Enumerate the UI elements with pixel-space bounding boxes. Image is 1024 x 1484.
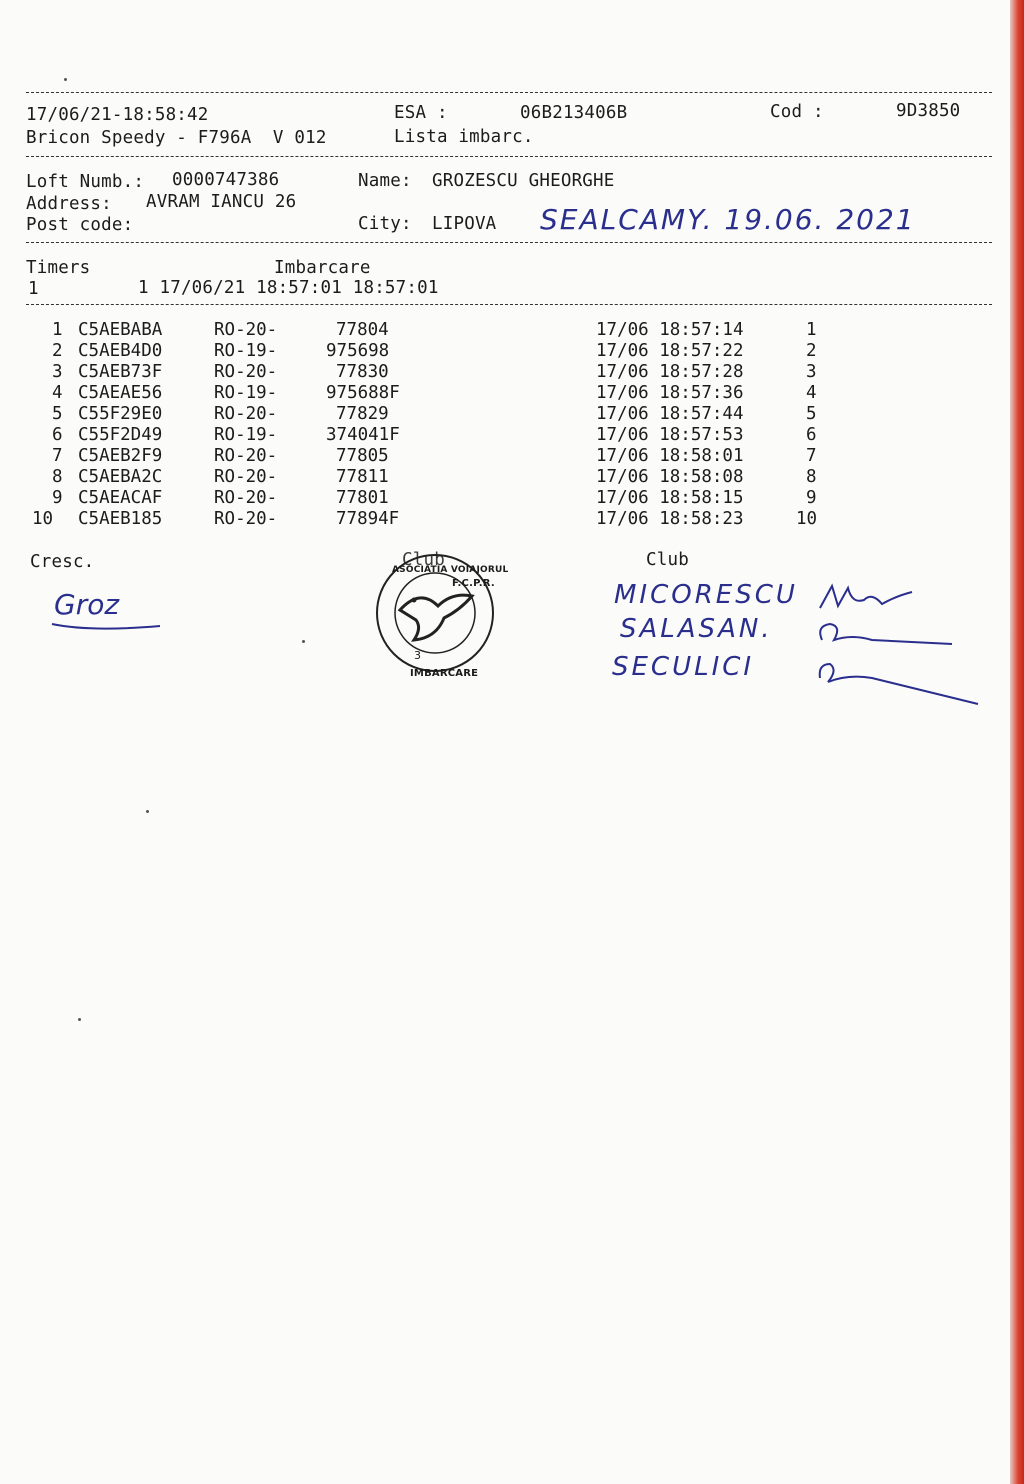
city-value: LIPOVA [432,214,497,234]
entry-seq: 8 [806,467,817,487]
speck [64,78,67,81]
stamp-text-fcpr: F.C.P.R. [452,578,495,589]
club-signatures [812,578,982,708]
separator-line [26,156,992,157]
print-datetime: 17/06/21-18:58:42 [26,105,209,125]
entry-time: 17/06 18:57:28 [596,362,744,382]
address-value: AVRAM IANCU 26 [146,192,297,212]
table-row [0,362,900,383]
entry-time: 17/06 18:57:22 [596,341,744,361]
entry-number: 1 [52,320,63,340]
club-signer-2: SALASAN. [620,614,773,644]
entry-ring: 975688F [326,383,400,403]
entry-seq: 3 [806,362,817,382]
table-row [0,320,900,341]
handwritten-note: SEALCAMY. 19.06. 2021 [540,203,916,236]
entry-number: 4 [52,383,63,403]
table-row [0,488,900,509]
loft-number-label: Loft Numb.: [26,172,145,192]
entry-series: RO-20- [214,404,278,424]
cresc-signature: Groz [54,588,120,621]
speck [302,640,305,643]
entry-number: 7 [52,446,63,466]
entry-time: 17/06 18:57:14 [596,320,744,340]
entry-seq: 6 [806,425,817,445]
entry-chip: C5AEB73F [78,362,163,382]
entry-chip: C5AEACAF [78,488,163,508]
device-name: Bricon Speedy - F796A V 012 [26,128,327,148]
club-stamp-label: Club [402,550,445,570]
cod-label: Cod : [770,102,824,122]
entry-time: 17/06 18:57:53 [596,425,744,445]
entry-series: RO-20- [214,488,278,508]
address-label: Address: [26,194,112,214]
entry-series: RO-20- [214,362,278,382]
imbarcare-label: Imbarcare [274,258,371,278]
entry-number: 6 [52,425,63,445]
entry-chip: C5AEB2F9 [78,446,163,466]
entry-number: 9 [52,488,63,508]
entry-seq: 7 [806,446,817,466]
entry-time: 17/06 18:57:44 [596,404,744,424]
signature-stroke [50,610,170,634]
speck [78,1018,81,1021]
entry-number: 5 [52,404,63,424]
paper-edge [1010,0,1024,1484]
entry-series: RO-19- [214,341,278,361]
entry-ring: 77801 [336,488,389,508]
club-signer-3: SECULICI [612,652,755,682]
club-label: Club [646,550,689,570]
separator-line [26,304,992,305]
entry-chip: C5AEBA2C [78,467,163,487]
table-row [0,383,900,404]
entry-seq: 1 [806,320,817,340]
table-row [0,404,900,425]
cod-value: 9D3850 [896,101,961,121]
stamp-number: 3 [414,649,422,662]
club-signer-1: MICORESCU [614,580,798,610]
entry-ring: 77829 [336,404,389,424]
name-label: Name: [358,171,412,191]
entry-time: 17/06 18:58:23 [596,509,744,529]
table-row [0,446,900,467]
stamp-text-bottom: IMBARCARE [410,668,479,679]
entry-series: RO-20- [214,509,278,529]
entry-series: RO-20- [214,467,278,487]
entry-number: 10 [32,509,54,529]
entry-chip: C5AEBABA [78,320,163,340]
table-row [0,341,900,362]
esa-value: 06B213406B [520,103,628,123]
entry-ring: 975698 [326,341,390,361]
speck [146,810,149,813]
entry-ring: 77830 [336,362,389,382]
entry-series: RO-20- [214,446,278,466]
entry-chip: C55F2D49 [78,425,163,445]
entry-series: RO-20- [214,320,278,340]
entry-time: 17/06 18:58:01 [596,446,744,466]
city-label: City: [358,214,412,234]
entry-seq: 2 [806,341,817,361]
entry-number: 3 [52,362,63,382]
esa-label: ESA : [394,103,448,123]
post-code-label: Post code: [26,215,134,235]
entry-time: 17/06 18:58:15 [596,488,744,508]
entry-seq: 9 [806,488,817,508]
entry-ring: 374041F [326,425,400,445]
table-row [0,425,900,446]
table-row [0,509,900,530]
entry-seq: 5 [806,404,817,424]
owner-name: GROZESCU GHEORGHE [432,171,615,191]
entry-seq: 10 [796,509,818,529]
entry-number: 8 [52,467,63,487]
timers-label: Timers [26,258,91,278]
entry-chip: C5AEB185 [78,509,163,529]
entry-chip: C5AEAE56 [78,383,163,403]
timer-index: 1 [28,279,39,299]
entry-ring: 77894F [336,509,400,529]
loft-number: 0000747386 [172,170,280,190]
entry-series: RO-19- [214,425,278,445]
entry-number: 2 [52,341,63,361]
separator-line [26,242,992,243]
entry-chip: C55F29E0 [78,404,163,424]
list-title: Lista imbarc. [394,127,534,147]
entry-chip: C5AEB4D0 [78,341,163,361]
entry-ring: 77805 [336,446,389,466]
entry-time: 17/06 18:57:36 [596,383,744,403]
entry-series: RO-19- [214,383,278,403]
table-row [0,467,900,488]
cresc-label: Cresc. [30,552,95,572]
entry-time: 17/06 18:58:08 [596,467,744,487]
entry-seq: 4 [806,383,817,403]
stamp-text-top: ASOCIATIA VOIAJORUL [392,565,509,575]
timer-line: 1 17/06/21 18:57:01 18:57:01 [138,278,439,298]
entry-ring: 77811 [336,467,389,487]
separator-line [26,92,992,93]
entry-ring: 77804 [336,320,389,340]
